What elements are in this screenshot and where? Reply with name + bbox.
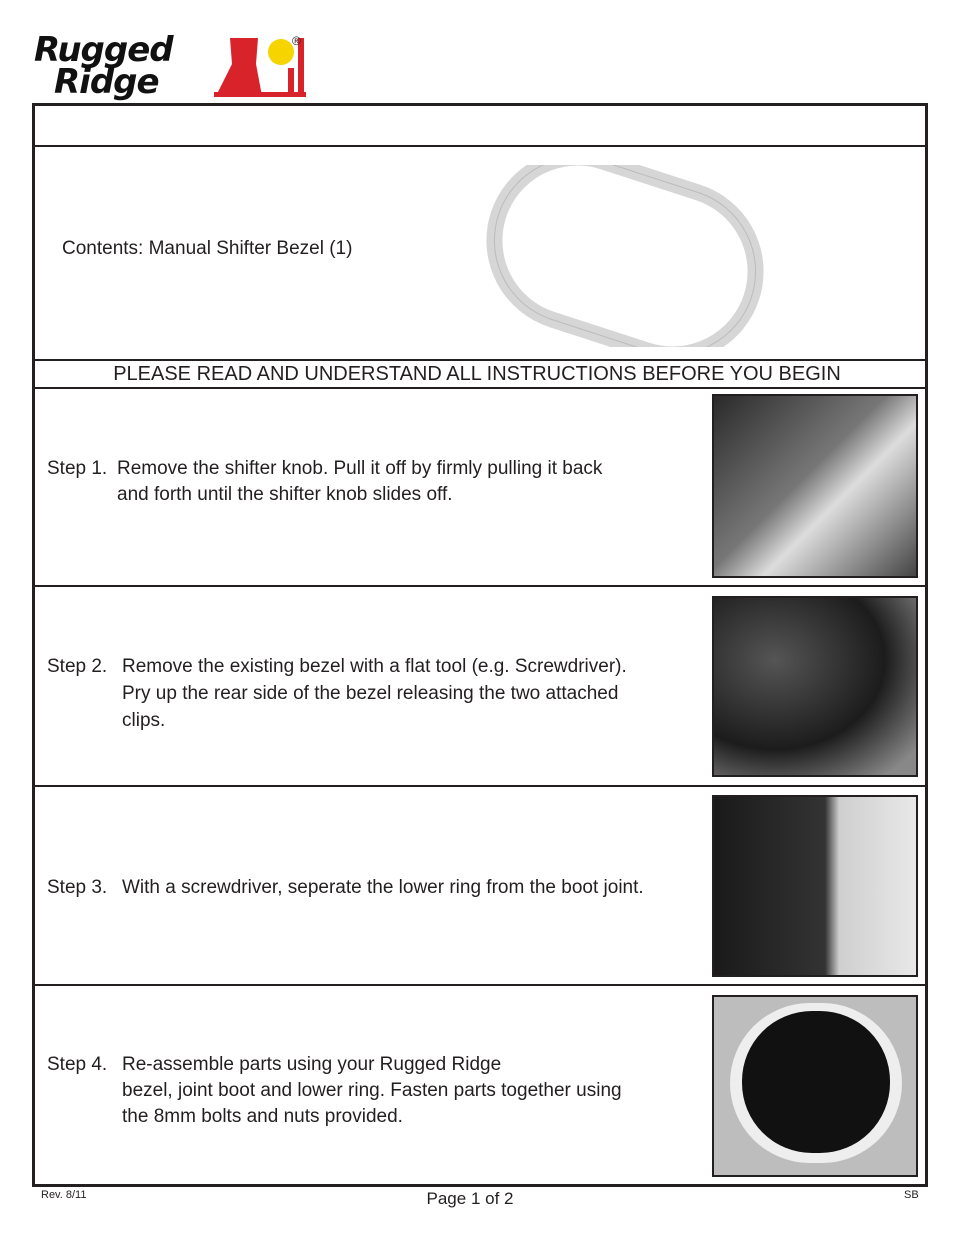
logo-line-2: Ridge — [54, 62, 159, 102]
contents-text: Contents: Manual Shifter Bezel (1) — [62, 238, 353, 259]
step-label: Step 3. — [47, 877, 108, 898]
step-label: Step 2. — [47, 656, 108, 677]
step-label: Step 4. — [47, 1054, 108, 1075]
rugged-ridge-logo — [34, 30, 306, 102]
step-4-photo — [712, 995, 918, 1177]
step-text-line: Remove the existing bezel with a flat tool (e.g. Screwdriver). — [122, 656, 627, 677]
step-text-line: the 8mm bolts and nuts provided. — [122, 1106, 403, 1127]
step-text-line: Re-assemble parts using your Rugged Ridge — [122, 1054, 502, 1075]
step-2-photo — [712, 596, 918, 777]
step-text-line: bezel, joint boot and lower ring. Fasten parts together using — [122, 1080, 622, 1101]
divider — [32, 984, 928, 986]
shifter-bezel-image — [486, 165, 764, 347]
step-text-line: and forth until the shifter knob slides off. — [117, 484, 453, 505]
divider — [32, 145, 928, 147]
divider — [32, 585, 928, 587]
document-code: SB — [904, 1189, 919, 1201]
page-number: Page 1 of 2 — [426, 1189, 514, 1208]
step-text-line: Pry up the rear side of the bezel releasing the two attached — [122, 683, 619, 704]
logo-line-1: Rugged — [34, 30, 173, 70]
registered-mark: ® — [292, 34, 301, 48]
read-instructions-notice: PLEASE READ AND UNDERSTAND ALL INSTRUCTIONS BEFORE YOU BEGIN — [113, 363, 841, 385]
step-1-photo — [712, 394, 918, 578]
step-3-photo — [712, 795, 918, 977]
divider — [32, 387, 928, 389]
step-text-line: clips. — [122, 710, 166, 731]
divider — [32, 785, 928, 787]
logo-mark-icon — [184, 34, 306, 100]
step-text-line: With a screwdriver, seperate the lower ring from the boot joint. — [122, 877, 644, 898]
step-text-line: Remove the shifter knob. Pull it off by firmly pulling it back — [117, 458, 603, 479]
step-label: Step 1. — [47, 458, 108, 479]
revision-label: Rev. 8/11 — [41, 1189, 87, 1201]
